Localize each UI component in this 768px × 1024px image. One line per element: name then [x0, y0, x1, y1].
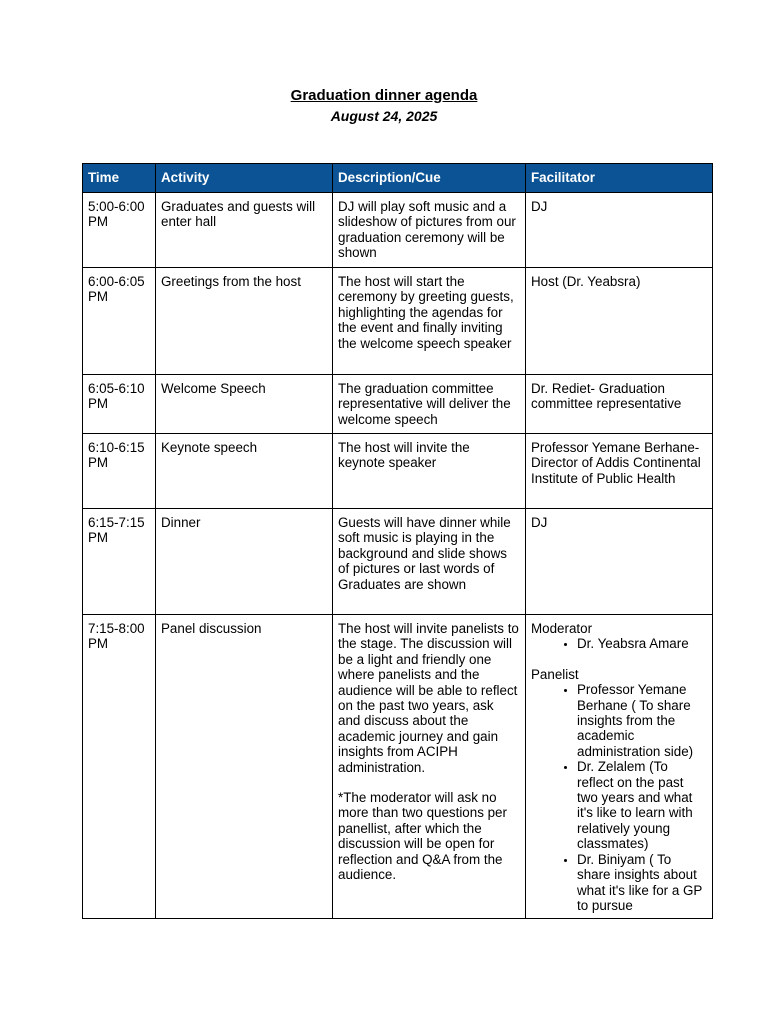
cell-description: DJ will play soft music and a slideshow of pictures from our graduation ceremony will be shown	[333, 193, 526, 268]
cell-time: 6:10-6:15 PM	[83, 434, 156, 509]
table-header-row	[83, 164, 713, 193]
panelist-label: Panelist	[531, 666, 579, 682]
description-text: The host will invite panelists to the stage. The discussion will be a light and friendly one where panelists and the audience will be able to reflect on the past two years, ask and discuss about the academic journey and gain insights from ACIPH administration.	[338, 621, 519, 775]
header-time: Time	[83, 164, 156, 193]
cell-facilitator: DJ	[526, 193, 713, 268]
cell-description: The graduation committee representative will deliver the welcome speech	[333, 375, 526, 434]
moderator-label: Moderator	[531, 621, 593, 636]
cell-activity: Greetings from the host	[156, 268, 333, 375]
list-item: • Professor Yemane Berhane ( To share insights from the academic administration side)	[577, 682, 706, 759]
document-title: Graduation dinner agenda	[290, 87, 478, 104]
header-description: Description/Cue	[333, 164, 526, 193]
description-note: *The moderator will ask no more than two questions per panellist, after which the discussion will be open for reflection and Q&A from the audience.	[338, 790, 507, 883]
list-item: • Dr. Biniyam ( To share insights about what it's like for a GP to pursue	[577, 852, 706, 913]
cell-activity: Dinner	[156, 509, 333, 615]
facilitator-content	[531, 621, 706, 913]
header-facilitator: Facilitator	[526, 164, 713, 193]
cell-activity: Keynote speech	[156, 434, 333, 509]
cell-description: Guests will have dinner while soft music is playing in the background and slide shows of pictures or last words of Graduates are shown	[333, 509, 526, 615]
table-row	[83, 375, 713, 434]
table-row	[83, 434, 713, 509]
cell-facilitator: Dr. Rediet- Graduation committee representative	[526, 375, 713, 434]
cell-time: 5:00-6:00 PM	[83, 193, 156, 268]
list-item: • Dr. Yeabsra Amare	[577, 636, 706, 651]
cell-time: 6:05-6:10 PM	[83, 375, 156, 434]
table-row	[83, 509, 713, 615]
cell-description	[333, 615, 526, 919]
cell-time: 6:15-7:15 PM	[83, 509, 156, 615]
cell-facilitator: DJ	[526, 509, 713, 615]
list-item: • Dr. Zelalem (To reflect on the past two years and what it's like to learn with relatively young classmates)	[577, 759, 706, 851]
cell-description: The host will start the ceremony by greeting guests, highlighting the agendas for the event and finally inviting the welcome speech speaker	[333, 268, 526, 375]
moderator-list	[531, 636, 706, 651]
cell-facilitator: Host (Dr. Yeabsra)	[526, 268, 713, 375]
header-activity: Activity	[156, 164, 333, 193]
table-row	[83, 615, 713, 919]
agenda-table	[82, 163, 713, 919]
cell-time: 6:00-6:05 PM	[83, 268, 156, 375]
cell-description: The host will invite the keynote speaker	[333, 434, 526, 509]
panelist-list	[531, 682, 706, 913]
cell-time: 7:15-8:00 PM	[83, 615, 156, 919]
document-date: August 24, 2025	[330, 108, 438, 124]
cell-facilitator: Professor Yemane Berhane- Director of Addis Continental Institute of Public Health	[526, 434, 713, 509]
cell-activity: Welcome Speech	[156, 375, 333, 434]
table-row	[83, 193, 713, 268]
cell-facilitator	[526, 615, 713, 919]
table-row	[83, 268, 713, 375]
cell-activity: Panel discussion	[156, 615, 333, 919]
cell-activity: Graduates and guests will enter hall	[156, 193, 333, 268]
